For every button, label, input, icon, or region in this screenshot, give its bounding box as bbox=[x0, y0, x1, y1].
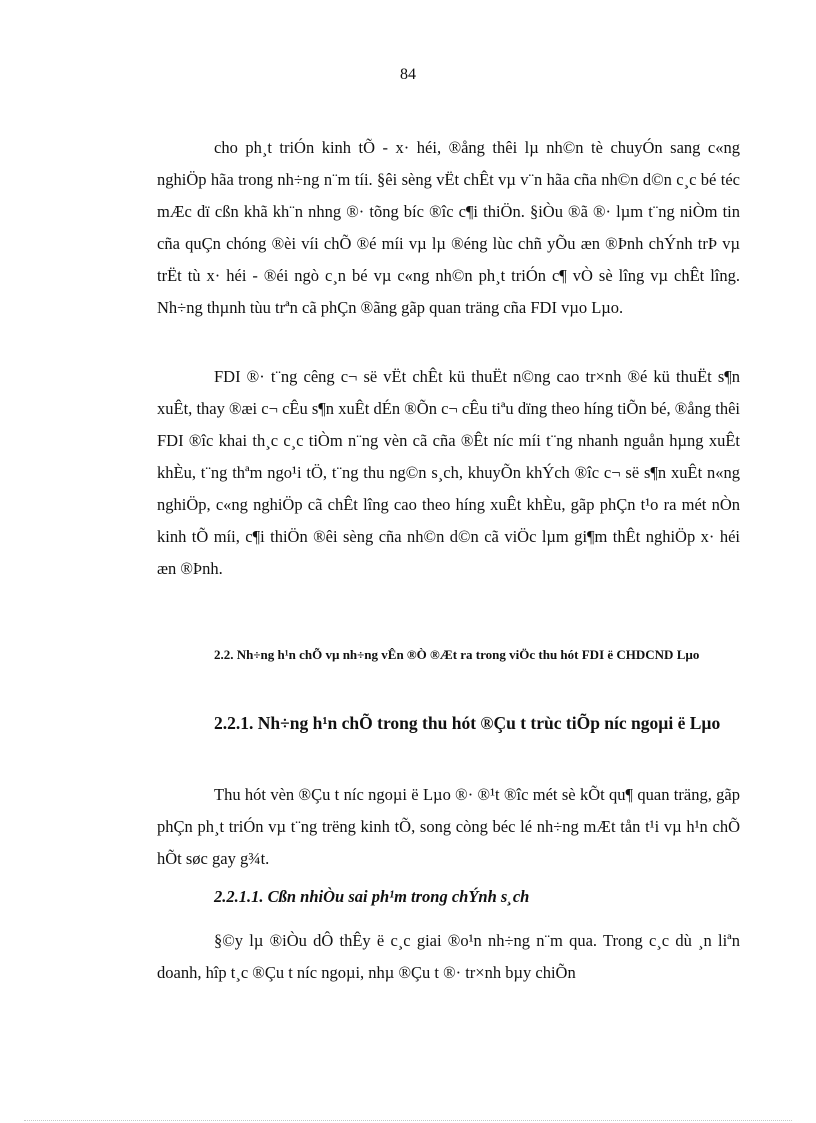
paragraph-achievements: cho ph¸t triÓn kinh tÕ - x· héi, ®ång thêi lµ nh©n tè chuyÓn sang c«ng nghiÖp hãa trong nh÷ng n¨m tíi. §êi sèng vËt chÊt vµ v¨n hãa cña nh©n d©n c¸c bé téc mÆc dï cßn khã kh¨n nhng ®· tõng bíc ®îc c¶i thiÖn. §iÒu ®ã ®· lµm t¨ng niÒm tin cña quÇn chóng ®èi víi chÕ ®é míi vµ lµ ®éng lùc chñ yÕu æn ®Þnh chÝnh trÞ vµ trËt tù x· héi - ®éi ngò c¸n bé vµ c«ng nh©n ph¸t triÓn c¶ vÒ sè lîng vµ chÊt lîng. Nh÷ng thµnh tùu trªn cã phÇn ®ãng gãp quan träng cña FDI vµo Lµo. bbox=[157, 138, 740, 317]
subsection-heading: 2.2.1. Nh÷ng h¹n chÕ trong thu hót ®Çu t trùc tiÕp níc ngoµi ë Lµo bbox=[214, 713, 721, 733]
page-number: 84 bbox=[400, 66, 416, 83]
paragraph-policy-issues: §©y lµ ®iÒu dÔ thÊy ë c¸c giai ®o¹n nh÷ng n¨m qua. Trong c¸c dù ¸n liªn doanh, hîp t¸c ®Çu t níc ngoµi, nhµ ®Çu t ®· tr×nh bµy chiÕn bbox=[157, 931, 740, 982]
section-heading: 2.2. Nh÷ng h¹n chÕ vµ nh÷ng vÊn ®Ò ®Æt ra trong viÖc thu hót FDI ë CHDCND Lµo bbox=[214, 647, 700, 662]
paragraph-fdi-impact: FDI ®· t¨ng cêng c¬ së vËt chÊt kü thuËt n©ng cao tr×nh ®é kü thuËt s¶n xuÊt, thay ®æi c¬ cÊu s¶n xuÊt dÉn ®Õn c¬ cÊu tiªu dïng theo híng tiÕn bé, ®ång thêi FDI ®îc khai th¸c c¸c tiÒm n¨ng vèn cã cña ®Êt níc míi t¨ng nhanh nguån hµng xuÊt khÈu, t¨ng thªm ngo¹i tÖ, t¨ng thu ng©n s¸ch, khuyÕn khÝch ®îc c¬ së s¶n xuÊt n«ng nghiÖp, c«ng nghiÖp cã chÊt lîng cao theo híng xuÊt khÈu, gãp phÇn t¹o ra mét nÒn kinh tÕ míi, c¶i thiÖn ®êi sèng cña nh©n d©n cã viÖc lµm gi¶m thÊt nghiÖp x· héi æn ®Þnh. bbox=[157, 367, 740, 578]
subsubsection-heading: 2.2.1.1. Cßn nhiÒu sai ph¹m trong chÝnh s¸ch bbox=[214, 887, 530, 906]
page-bottom-divider bbox=[24, 1120, 792, 1121]
paragraph-results: Thu hót vèn ®Çu t níc ngoµi ë Lµo ®· ®¹t ®îc mét sè kÕt qu¶ quan träng, gãp phÇn ph¸t triÓn vµ t¨ng trëng kinh tÕ, song còng béc lé nh÷ng mÆt tån t¹i vµ h¹n chÕ hÕt søc gay g¾t. bbox=[157, 785, 740, 868]
